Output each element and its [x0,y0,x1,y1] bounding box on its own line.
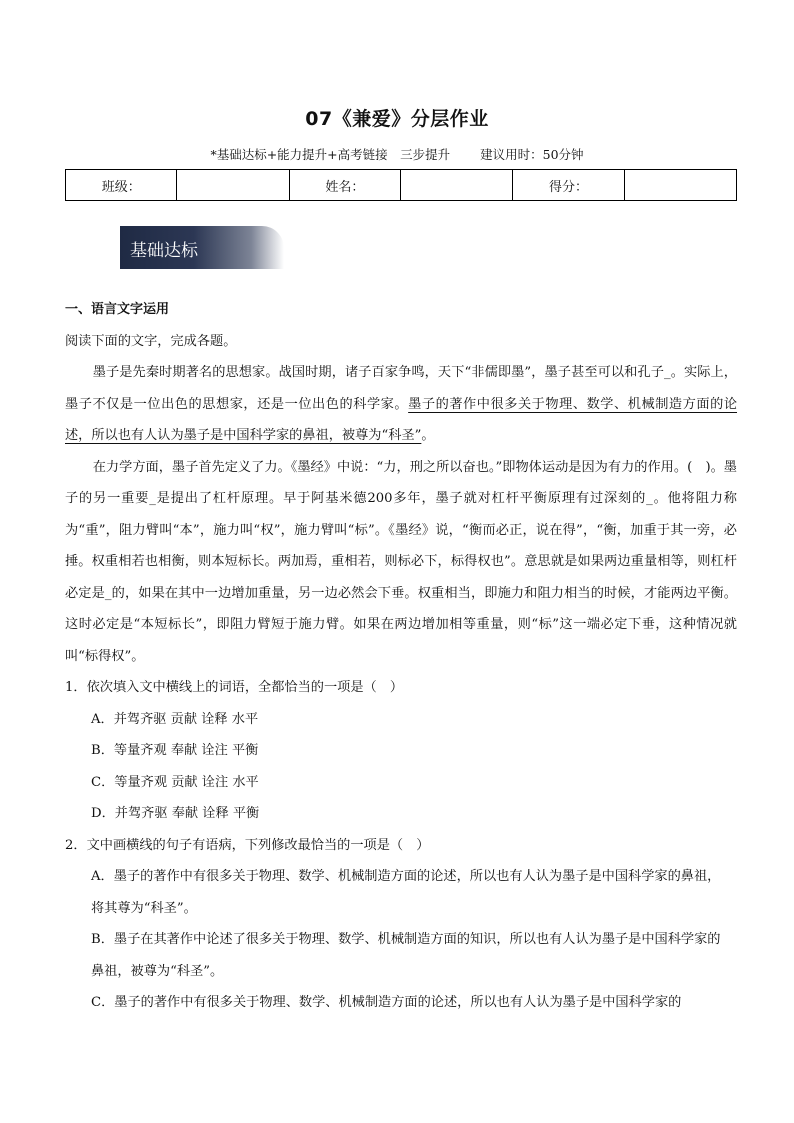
class-label: 班级： [66,170,177,201]
q1-option-c[interactable]: C．等量齐观 贡献 诠注 水平 [91,774,259,790]
name-label: 姓名： [289,170,400,201]
q1-option-d[interactable]: D．并驾齐驱 奉献 诠释 平衡 [91,806,260,821]
instruction: 阅读下面的文字，完成各题。 [65,333,237,349]
page-title: 07《兼爱》分层作业 [305,108,489,130]
name-field[interactable] [401,170,513,201]
question-2-stem: 2．文中画横线的句子有语病，下列修改最恰当的一项是（ ） [65,837,430,853]
page-subtitle [0,145,794,163]
subtitle-steps: *基础达标+能力提升+高考链接 三步提升 [210,147,451,162]
q1-option-a[interactable]: A．并驾齐驱 贡献 诠释 水平 [91,711,259,727]
question-1-stem: 1．依次填入文中横线上的词语，全都恰当的一项是（ ） [65,680,404,695]
passage-paragraph-1 [65,357,737,452]
section-heading: 一、语言文字运用 [65,302,170,317]
class-field[interactable] [177,170,289,201]
underlined-sentence: 墨子的著作中很多关于物理、数学、机械制造方面的论述，所以也有人认为墨子是中国科学家的鼻祖，被尊为“科圣” [65,396,738,443]
q2-option-c[interactable]: C．墨子的著作中有很多关于物理、数学、机械制造方面的论述，所以也有人认为墨子是中国科学家的 [91,995,682,1010]
student-info-table [65,169,737,201]
score-field[interactable] [624,170,736,201]
q2-option-b[interactable]: B．墨子在其著作中论述了很多关于物理、数学、机械制造方面的知识，所以也有人认为墨子是中国科学家的鼻祖，被尊为“科圣”。 [91,932,721,979]
subtitle-time: 建议用时：50分钟 [480,147,584,162]
passage-p1-end: 。 [421,428,435,443]
section-banner [120,226,284,269]
q1-option-b[interactable]: B．等量齐观 奉献 诠注 平衡 [91,743,259,758]
score-label: 得分： [513,170,624,201]
section-banner-label: 基础达标 [130,241,198,261]
q2-option-a[interactable]: A．墨子的著作中有很多关于物理、数学、机械制造方面的论述，所以也有人认为墨子是中国科学家的鼻祖，将其尊为“科圣”。 [91,869,721,916]
passage-p1-text: 墨子是先秦时期著名的思想家。战国时期，诸子百家争鸣，天下“非儒即墨”，墨子甚至可以和孔子_。实际上，墨子不仅是一位出色的思想家，还是一位出色的科学家。 [65,365,737,412]
worksheet-content [65,294,737,1019]
passage-paragraph-2: 在力学方面，墨子首先定义了力。《墨经》中说：“力，刑之所以奋也。”即物体运动是因为有力的作用。( )。墨子的另一重要_是提出了杠杆原理。早于阿基米德200多年，墨子就对杠杆平衡原理有过深刻的_。他将阻力称为“重”，阻力臂叫“本”，施力叫“权”，施力臂叫“标”。《墨经》说，“衡而必正，说在得”，“衡，加重于其一旁，必捶。权重相若也相衡，则本短标长。两加焉，重相若，则标必下，标得权也”。意思就是如果两边重量相等，则杠杆必定是_的，如果在其中一边增加重量，另一边必然会下垂。权重相当，即施力和阻力相当的时候，才能两边平衡。这时必定是“本短标长”，即阻力臂短于施力臂。如果在两边增加相等重量，则“标”这一端必定下垂，这种情况就叫“标得权”。 [65,459,737,664]
